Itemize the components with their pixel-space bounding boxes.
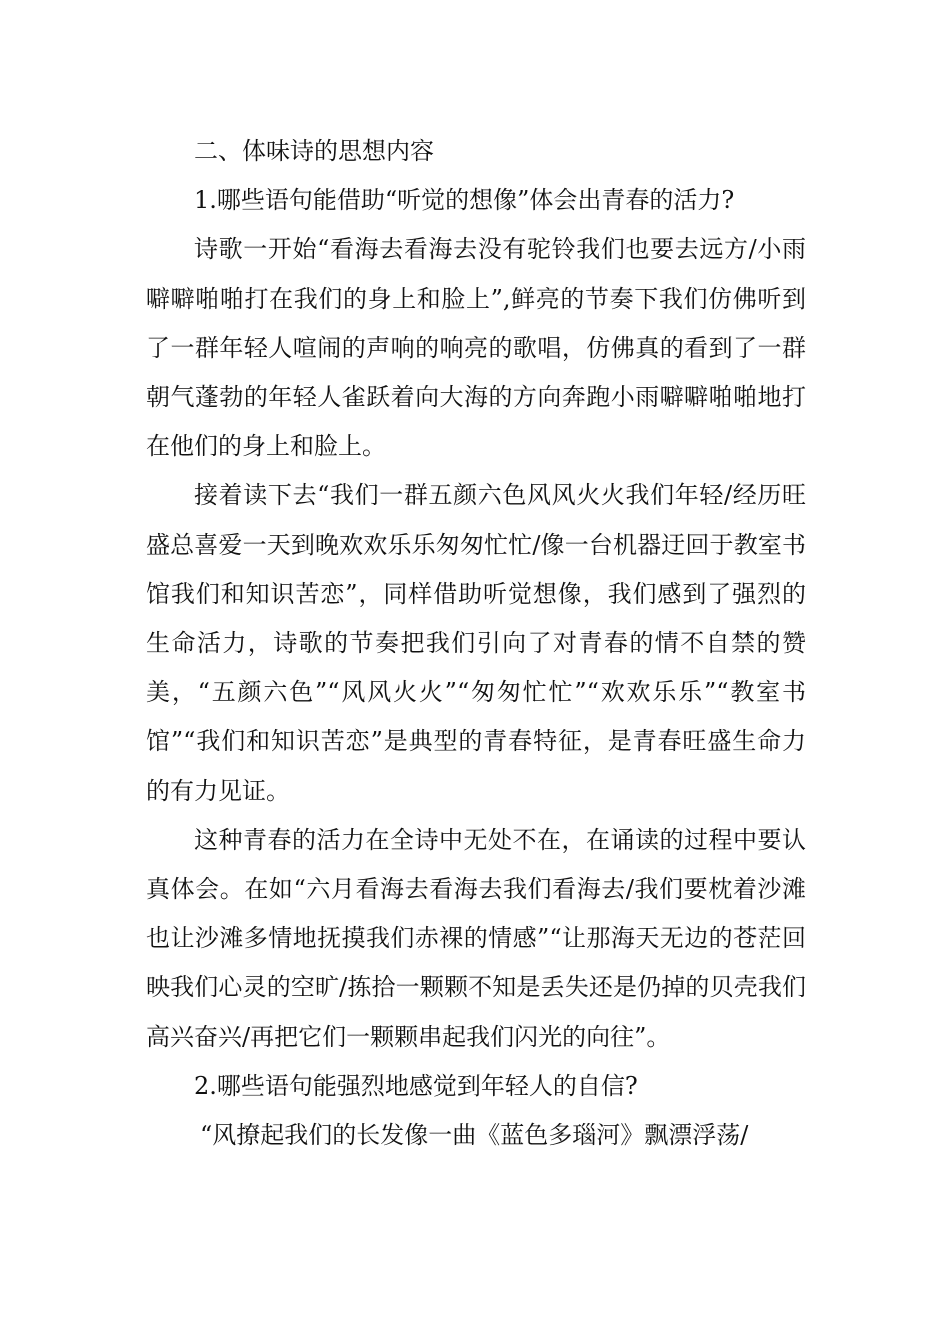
paragraph-4: “风撩起我们的长发像一曲《蓝色多瑙河》飘漂浮荡/ — [200, 1121, 749, 1150]
paragraph-3: 这种青春的活力在全诗中无处不在，在诵读的过程中要认真体会。在如“六月看海去看海去我们看海去/我们要枕着沙滩也让沙滩多情地抚摸我们赤裸的情感”“让那海天无边的苍茫回映我们心灵的空旷/拣拾一颗颗不知是丢失还是仍掉的贝壳我们高兴奋兴/再把它们一颗颗串起我们闪光的向往”。 — [146, 825, 806, 1051]
question-1: 1.哪些语句能借助“听觉的想像”体会出青春的活力? — [194, 186, 735, 215]
question-2: 2.哪些语句能强烈地感觉到年轻人的自信? — [194, 1071, 638, 1100]
section-heading: 二、体味诗的思想内容 — [194, 137, 434, 165]
paragraph-1: 诗歌一开始“看海去看海去没有驼铃我们也要去远方/小雨噼噼啪啪打在我们的身上和脸上”,鲜亮的节奏下我们仿佛听到了一群年轻人喧闹的声响的响亮的歌唱，仿佛真的看到了一群朝气蓬勃的年轻人雀跃着向大海的方向奔跑小雨噼噼啪啪地打在他们的身上和脸上。 — [146, 235, 806, 461]
paragraph-2: 接着读下去“我们一群五颜六色风风火火我们年轻/经历旺盛总喜爱一天到晚欢欢乐乐匆匆忙忙/像一台机器迂回于教室书馆我们和知识苦恋”，同样借助听觉想像，我们感到了强烈的生命活力，诗歌的节奏把我们引向了对青春的情不自禁的赞美，“五颜六色”“风风火火”“匆匆忙忙”“欢欢乐乐”“教室书馆”“我们和知识苦恋”是典型的青春特征，是青春旺盛生命力的有力见证。 — [146, 481, 806, 805]
document-body — [146, 127, 806, 1160]
